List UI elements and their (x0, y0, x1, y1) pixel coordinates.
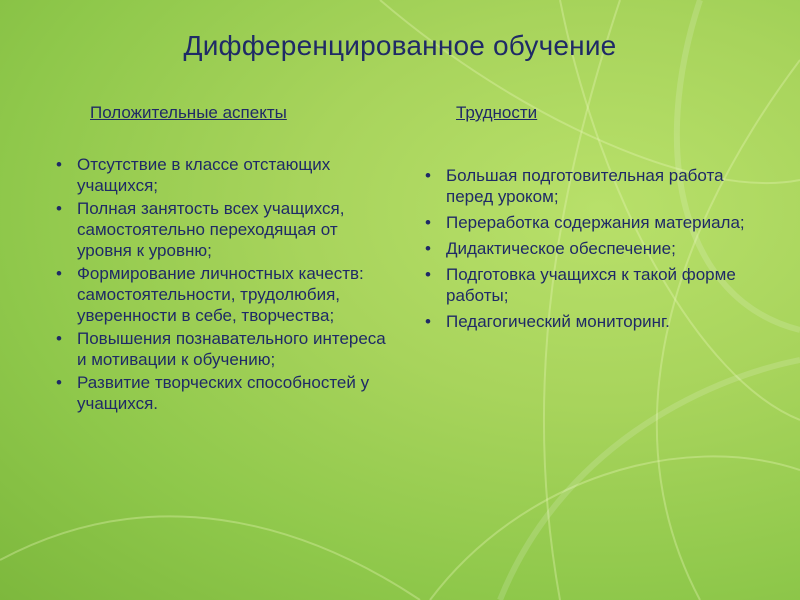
list-item: • Подготовка учащихся к такой форме работы; (418, 264, 758, 306)
left-column-heading: Положительные аспекты (90, 103, 287, 122)
list-item: • Отсутствие в классе отстающих учащихся; (49, 154, 389, 196)
list-item: • Педагогический мониторинг. (418, 311, 758, 332)
difficulties-list (418, 165, 758, 337)
list-item: • Формирование личностных качеств: самостоятельности, трудолюбия, уверенности в себе, творчества; (49, 263, 389, 326)
list-item: • Развитие творческих способностей у учащихся. (49, 372, 389, 414)
list-item: • Большая подготовительная работа перед уроком; (418, 165, 758, 207)
list-item: • Дидактическое обеспечение; (418, 238, 758, 259)
list-item: • Повышения познавательного интереса и мотивации к обучению; (49, 328, 389, 370)
list-item: • Переработка содержания материала; (418, 212, 758, 233)
list-item: • Полная занятость всех учащихся, самостоятельно переходящая от уровня к уровню; (49, 198, 389, 261)
slide-title: Дифференцированное обучение (183, 30, 617, 61)
positive-aspects-list (49, 154, 389, 416)
right-column-heading: Трудности (456, 103, 538, 122)
